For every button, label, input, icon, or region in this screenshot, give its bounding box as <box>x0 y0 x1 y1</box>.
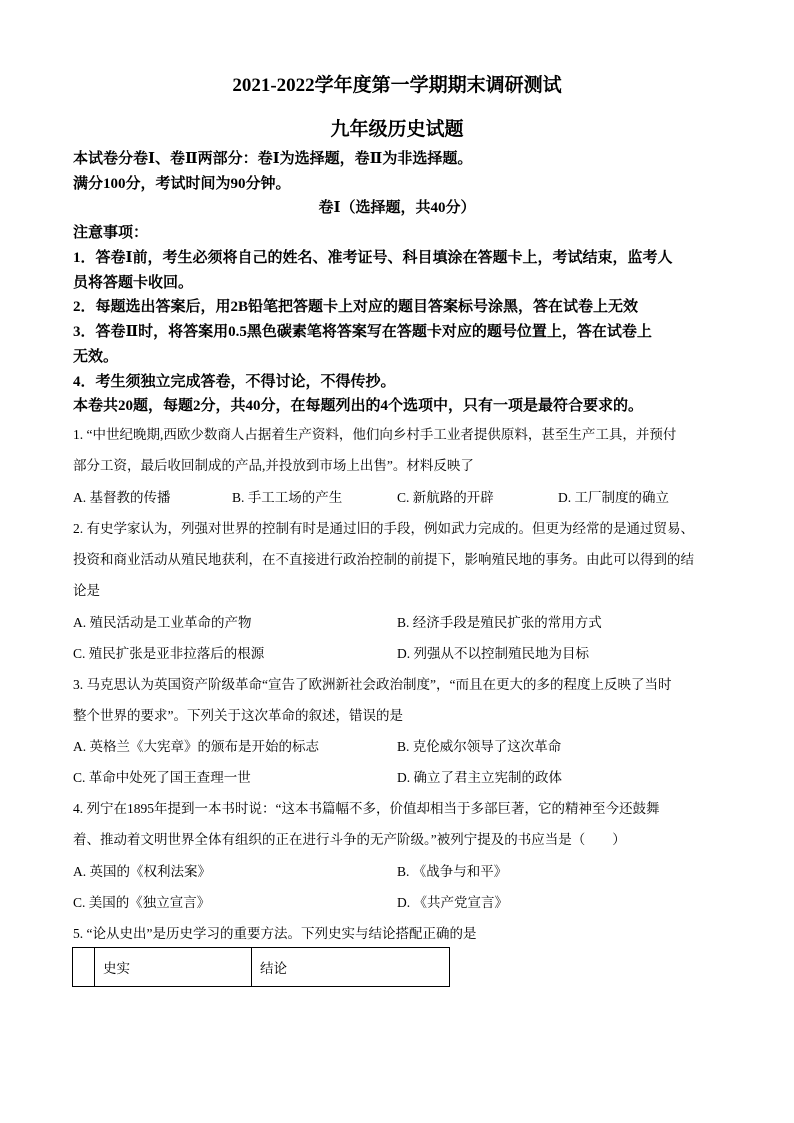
question-2-line-2: 投资和商业活动从殖民地获利，在不直接进行政治控制的前提下，影响殖民地的事务。由此可以得到的结 <box>73 552 694 567</box>
question-3-option-b: B. 克伦威尔领导了这次革命 <box>397 739 562 754</box>
note-1-line-1: 1．答卷Ⅰ前，考生必须将自己的姓名、准考证号、科目填涂在答题卡上，考试结束，监考人 <box>73 250 673 266</box>
note-3-line-2: 无效。 <box>73 349 119 365</box>
question-3-option-c: C. 革命中处死了国王查理一世 <box>73 770 251 785</box>
note-2: 2．每题选出答案后，用2B铅笔把答题卡上对应的题目答案标号涂黑，答在试卷上无效 <box>73 299 639 315</box>
question-1-line-1: 1. “中世纪晚期,西欧少数商人占据着生产资料，他们向乡村手工业者提供原料，甚至生产工具，并预付 <box>73 427 677 442</box>
table-row <box>73 948 450 987</box>
question-5-line-1: 5. “论从史出”是历史学习的重要方法。下列史实与结论搭配正确的是 <box>73 926 477 941</box>
exam-subtitle: 九年级历史试题 <box>330 119 464 140</box>
notes-heading: 注意事项： <box>73 225 149 241</box>
table-header-index <box>73 948 95 987</box>
question-5-table <box>72 947 450 987</box>
intro-line-2: 满分100分，考试时间为90分钟。 <box>73 176 291 192</box>
question-2-option-a: A. 殖民活动是工业革命的产物 <box>73 615 252 630</box>
question-3-option-d: D. 确立了君主立宪制的政体 <box>397 770 562 785</box>
note-3-line-1: 3．答卷Ⅱ时，将答案用0.5黑色碳素笔将答案写在答题卡对应的题号位置上，答在试卷上 <box>73 324 652 340</box>
question-3-option-a: A. 英格兰《大宪章》的颁布是开始的标志 <box>73 739 319 754</box>
question-3-line-2: 整个世界的要求”。下列关于这次革命的叙述，错误的是 <box>73 708 403 723</box>
question-2-line-1: 2. 有史学家认为，列强对世界的控制有时是通过旧的手段，例如武力完成的。但更为经常的是通过贸易、 <box>73 521 694 536</box>
table-header-conclusion: 结论 <box>252 948 450 987</box>
note-1-line-2: 员将答题卡收回。 <box>73 275 194 291</box>
question-2-option-d: D. 列强从不以控制殖民地为目标 <box>397 646 589 661</box>
question-2-option-b: B. 经济手段是殖民扩张的常用方式 <box>397 615 602 630</box>
question-1-line-2: 部分工资，最后收回制成的产品,并投放到市场上出售”。材料反映了 <box>73 458 474 473</box>
question-1-option-a: A. 基督教的传播 <box>73 490 171 505</box>
question-4-option-a: A. 英国的《权利法案》 <box>73 864 211 879</box>
question-2-line-3: 论是 <box>73 583 100 598</box>
question-4-option-c: C. 美国的《独立宣言》 <box>73 895 211 910</box>
table-header-fact: 史实 <box>95 948 252 987</box>
instruction: 本卷共20题，每题2分，共40分，在每题列出的4个选项中，只有一项是最符合要求的。 <box>73 398 644 414</box>
question-1-option-b: B. 手工工场的产生 <box>232 490 343 505</box>
question-3-line-1: 3. 马克思认为英国资产阶级革命“宣告了欧洲新社会政治制度”，“而且在更大的多的程度上反映了当时 <box>73 677 672 692</box>
question-4-line-2: 着、推动着文明世界全体有组织的正在进行斗争的无产阶级。”被列宁提及的书应当是（ ） <box>73 832 626 847</box>
question-4-line-1: 4. 列宁在1895年提到一本书时说：“这本书篇幅不多，价值却相当于多部巨著，它的精神至今还鼓舞 <box>73 801 660 816</box>
note-4: 4．考生须独立完成答卷，不得讨论，不得传抄。 <box>73 374 396 390</box>
section-title: 卷Ⅰ（选择题，共40分） <box>318 200 476 216</box>
question-4-option-b: B. 《战争与和平》 <box>397 864 508 879</box>
question-1-option-c: C. 新航路的开辟 <box>397 490 494 505</box>
question-2-option-c: C. 殖民扩张是亚非拉落后的根源 <box>73 646 265 661</box>
exam-title: 2021-2022学年度第一学期期末调研测试 <box>232 75 562 96</box>
question-4-option-d: D. 《共产党宣言》 <box>397 895 508 910</box>
question-1-option-d: D. 工厂制度的确立 <box>558 490 669 505</box>
intro-line-1: 本试卷分卷Ⅰ、卷Ⅱ两部分：卷Ⅰ为选择题，卷Ⅱ为非选择题。 <box>73 151 473 167</box>
